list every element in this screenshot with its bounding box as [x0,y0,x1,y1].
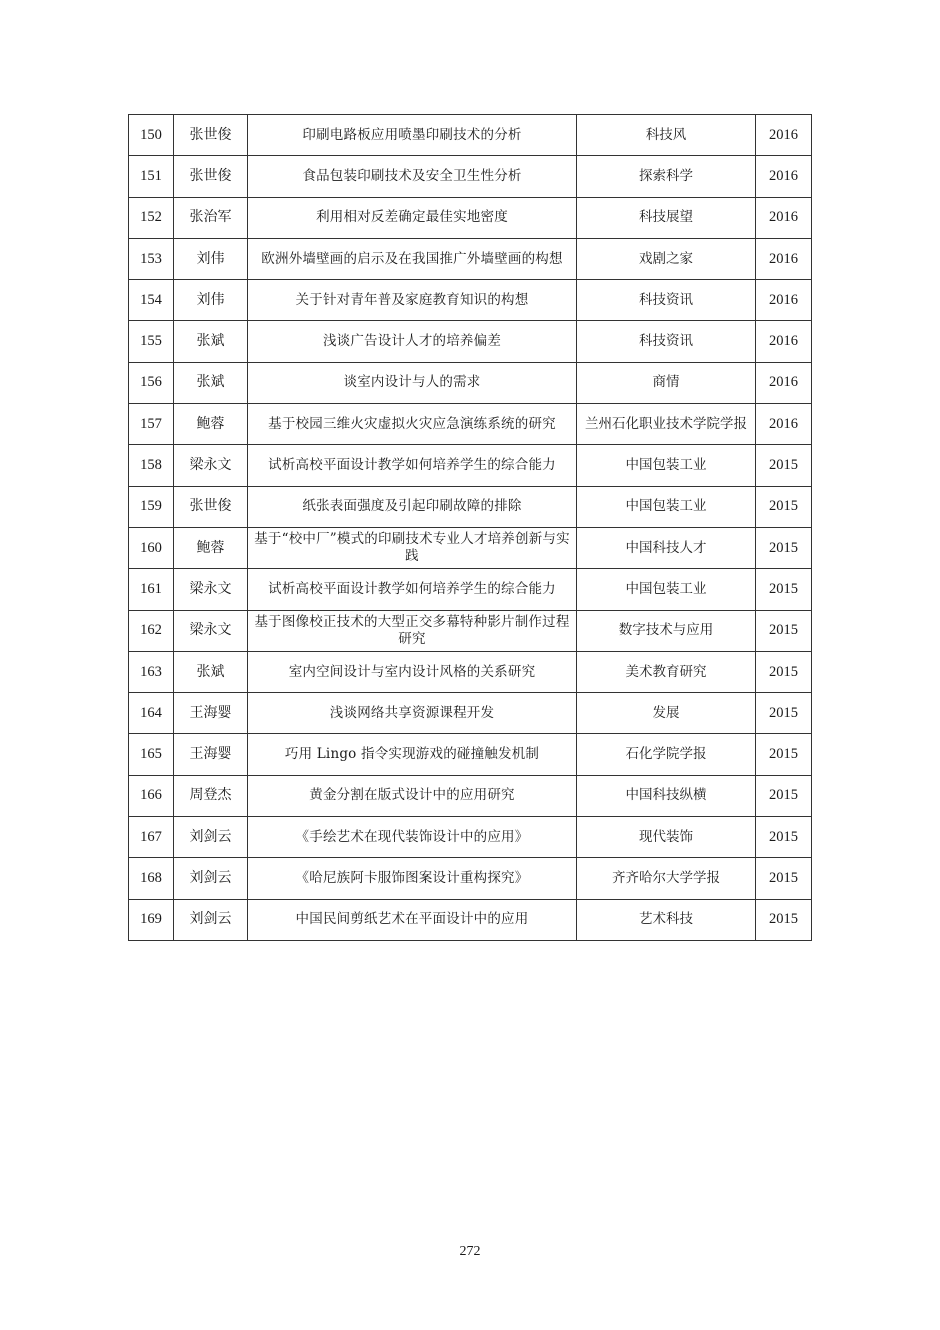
journal-cell: 石化学院学报 [577,734,756,775]
year-cell: 2015 [756,569,812,610]
title-cell: 浅谈广告设计人才的培养偏差 [248,321,577,362]
author-cell: 张世俊 [174,486,248,527]
table-row [129,321,812,362]
author-cell: 张治军 [174,197,248,238]
journal-cell: 科技风 [577,115,756,156]
author-cell: 刘伟 [174,238,248,279]
journal-cell: 探索科学 [577,156,756,197]
journal-cell: 美术教育研究 [577,651,756,692]
author-cell: 梁永文 [174,610,248,651]
author-cell: 张斌 [174,651,248,692]
author-cell: 刘剑云 [174,899,248,940]
title-cell: 试析高校平面设计教学如何培养学生的综合能力 [248,445,577,486]
table-row [129,486,812,527]
title-cell: 欧洲外墙壁画的启示及在我国推广外墙壁画的构想 [248,238,577,279]
title-cell: 黄金分割在版式设计中的应用研究 [248,775,577,816]
journal-cell: 中国科技纵横 [577,775,756,816]
journal-cell: 中国包装工业 [577,486,756,527]
year-cell: 2016 [756,197,812,238]
title-cell: 巧用 Lingo 指令实现游戏的碰撞触发机制 [248,734,577,775]
table-row [129,899,812,940]
title-cell: 印刷电路板应用喷墨印刷技术的分析 [248,115,577,156]
row-number-cell: 155 [129,321,174,362]
row-number-cell: 167 [129,817,174,858]
table-row [129,610,812,651]
journal-cell: 艺术科技 [577,899,756,940]
author-cell: 鲍蓉 [174,404,248,445]
table-row [129,734,812,775]
row-number-cell: 156 [129,362,174,403]
table-body [129,115,812,941]
author-cell: 梁永文 [174,445,248,486]
row-number-cell: 165 [129,734,174,775]
table-row [129,817,812,858]
table-row [129,197,812,238]
table-row [129,651,812,692]
title-cell: 中国民间剪纸艺术在平面设计中的应用 [248,899,577,940]
table-row [129,858,812,899]
year-cell: 2016 [756,115,812,156]
title-cell: 谈室内设计与人的需求 [248,362,577,403]
row-number-cell: 157 [129,404,174,445]
year-cell: 2015 [756,527,812,568]
row-number-cell: 151 [129,156,174,197]
table-row [129,115,812,156]
title-cell: 浅谈网络共享资源课程开发 [248,693,577,734]
table-row [129,693,812,734]
year-cell: 2016 [756,404,812,445]
table-row [129,404,812,445]
row-number-cell: 166 [129,775,174,816]
year-cell: 2016 [756,362,812,403]
table-row [129,775,812,816]
title-cell: 纸张表面强度及引起印刷故障的排除 [248,486,577,527]
author-cell: 张斌 [174,362,248,403]
year-cell: 2016 [756,321,812,362]
title-cell: 基于“校中厂”模式的印刷技术专业人才培养创新与实践 [248,527,577,568]
table-row [129,362,812,403]
title-cell: 食品包装印刷技术及安全卫生性分析 [248,156,577,197]
title-cell: 基于图像校正技术的大型正交多幕特种影片制作过程研究 [248,610,577,651]
journal-cell: 科技资讯 [577,280,756,321]
year-cell: 2015 [756,445,812,486]
row-number-cell: 169 [129,899,174,940]
table-row [129,445,812,486]
journal-cell: 科技展望 [577,197,756,238]
title-cell: 试析高校平面设计教学如何培养学生的综合能力 [248,569,577,610]
author-cell: 梁永文 [174,569,248,610]
year-cell: 2015 [756,651,812,692]
row-number-cell: 168 [129,858,174,899]
author-cell: 王海婴 [174,693,248,734]
year-cell: 2015 [756,858,812,899]
title-cell: 室内空间设计与室内设计风格的关系研究 [248,651,577,692]
year-cell: 2015 [756,486,812,527]
table-row [129,527,812,568]
author-cell: 刘剑云 [174,817,248,858]
journal-cell: 戏剧之家 [577,238,756,279]
row-number-cell: 150 [129,115,174,156]
journal-cell: 科技资讯 [577,321,756,362]
year-cell: 2016 [756,238,812,279]
year-cell: 2015 [756,817,812,858]
row-number-cell: 152 [129,197,174,238]
title-cell: 利用相对反差确定最佳实地密度 [248,197,577,238]
year-cell: 2015 [756,775,812,816]
table-row [129,569,812,610]
row-number-cell: 154 [129,280,174,321]
journal-cell: 中国包装工业 [577,569,756,610]
journal-cell: 发展 [577,693,756,734]
row-number-cell: 160 [129,527,174,568]
title-cell: 《哈尼族阿卡服饰图案设计重构探究》 [248,858,577,899]
author-cell: 张世俊 [174,156,248,197]
row-number-cell: 158 [129,445,174,486]
author-cell: 张世俊 [174,115,248,156]
page-number: 272 [459,1244,481,1259]
row-number-cell: 153 [129,238,174,279]
year-cell: 2016 [756,280,812,321]
title-cell: 《手绘艺术在现代装饰设计中的应用》 [248,817,577,858]
title-cell: 基于校园三维火灾虚拟火灾应急演练系统的研究 [248,404,577,445]
journal-cell: 兰州石化职业技术学院学报 [577,404,756,445]
year-cell: 2015 [756,693,812,734]
journal-cell: 中国科技人才 [577,527,756,568]
journal-cell: 商情 [577,362,756,403]
year-cell: 2015 [756,610,812,651]
table-row [129,156,812,197]
author-cell: 鲍蓉 [174,527,248,568]
table-row [129,238,812,279]
row-number-cell: 163 [129,651,174,692]
journal-cell: 中国包装工业 [577,445,756,486]
row-number-cell: 162 [129,610,174,651]
row-number-cell: 164 [129,693,174,734]
title-cell: 关于针对青年普及家庭教育知识的构想 [248,280,577,321]
row-number-cell: 159 [129,486,174,527]
year-cell: 2015 [756,734,812,775]
table-row [129,280,812,321]
year-cell: 2015 [756,899,812,940]
journal-cell: 现代装饰 [577,817,756,858]
year-cell: 2016 [756,156,812,197]
author-cell: 周登杰 [174,775,248,816]
journal-cell: 数字技术与应用 [577,610,756,651]
publications-table [128,114,812,941]
author-cell: 王海婴 [174,734,248,775]
row-number-cell: 161 [129,569,174,610]
author-cell: 张斌 [174,321,248,362]
author-cell: 刘伟 [174,280,248,321]
author-cell: 刘剑云 [174,858,248,899]
journal-cell: 齐齐哈尔大学学报 [577,858,756,899]
